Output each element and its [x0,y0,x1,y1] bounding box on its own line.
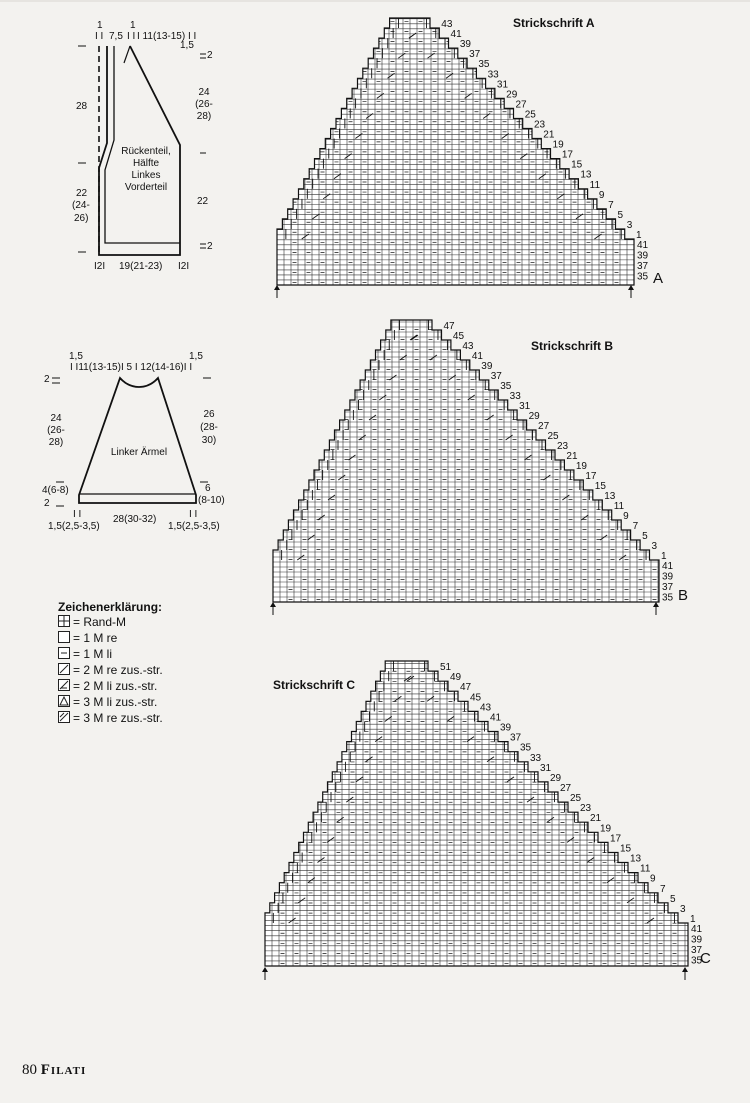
sleeve-left-2: 2 [44,374,50,385]
row-label-5: 5 [617,209,624,221]
row-label-9: 9 [623,511,629,522]
row-label-17: 17 [585,471,597,482]
body-right-22: 22 [197,196,209,207]
page-footer [22,1062,86,1079]
row-label-25: 25 [570,793,582,805]
row-label-29: 29 [528,411,540,422]
chart-a-grid [274,18,663,298]
body-top-num-2: 1 [130,20,136,31]
row-label-43: 43 [441,19,453,31]
row-label-1: 1 [690,914,696,925]
body-bottom-left: I2I [94,261,106,272]
chart-fill [265,661,688,966]
sleeve-left-28: 28) [48,437,64,448]
row-label-23: 23 [556,441,569,452]
base-label-41: 41 [637,240,649,251]
legend-text-rand-m: = Rand-M [73,615,127,629]
sleeve-right-6: 6 [205,483,211,494]
sleeve-top-right: 1,5 [189,351,203,362]
base-label-37: 37 [662,582,674,593]
chart-letter-c: C [700,950,711,967]
row-label-21: 21 [543,129,555,141]
sleeve-right-8: (8-10) [198,495,225,506]
row-label-31: 31 [519,401,531,412]
body-left-26: 26) [74,213,89,224]
body-label-1: Rückenteil, [121,146,171,157]
row-label-19: 19 [575,461,587,472]
page-number: 80 [22,1062,37,1078]
row-label-43: 43 [462,341,474,352]
row-label-51: 51 [440,662,452,674]
base-label-41: 41 [662,561,674,572]
chart-letter-a: A [653,270,664,287]
row-label-41: 41 [490,712,502,724]
sleeve-bottom-left: I I [73,509,82,520]
row-label-1: 1 [636,230,642,241]
row-label-15: 15 [620,843,632,855]
body-top-mark-4: I 11(13-15) I I [137,31,197,42]
row-label-21: 21 [590,813,602,825]
row-label-9: 9 [598,189,605,201]
body-right-28: 28) [196,111,212,122]
row-label-17: 17 [610,833,622,845]
row-label-37: 37 [490,371,502,382]
sleeve-bottom-side-right: 1,5(2,5-3,5) [168,521,220,532]
row-label-5: 5 [670,893,676,905]
row-label-13: 13 [604,491,616,502]
body-top-mark-1: I I [95,31,104,42]
row-label-39: 39 [481,361,493,372]
row-label-29: 29 [506,89,518,101]
base-label-37: 37 [691,945,703,956]
sleeve-left-4: 4(6-8) [42,485,69,496]
base-label-35: 35 [691,955,703,967]
row-label-37: 37 [510,732,522,744]
body-top-mark-3: I I [127,31,136,42]
body-bottom-right: I2I [178,261,190,272]
row-label-7: 7 [660,883,666,895]
row-label-27: 27 [538,421,550,432]
body-top-num-1: 1 [97,20,103,31]
row-label-39: 39 [459,39,471,51]
body-left-28: 28 [76,101,88,112]
body-left-22: 22 [76,188,88,199]
legend-text-purl: = 1 M li [73,647,113,661]
row-label-25: 25 [524,109,536,121]
legend-title: Zeichenerklärung: [58,600,163,614]
legend-text-k2tog: = 2 M re zus.-str. [73,663,163,677]
legend-text-p2tog: = 2 M li zus.-str. [73,679,158,693]
chart-b-grid [270,320,688,615]
row-label-33: 33 [487,69,499,81]
row-label-11: 11 [589,179,601,191]
row-label-13: 13 [630,853,642,865]
sleeve-left-2b: 2 [44,498,50,509]
base-label-39: 39 [662,571,674,583]
row-label-29: 29 [550,772,562,784]
base-label-37: 37 [637,261,649,272]
sleeve-top-marks: I I11(13-15)I 5 I 12(14-16)I I [70,362,193,373]
body-right-26: (26- [195,99,213,110]
sleeve-top-left: 1,5 [69,351,83,362]
row-label-43: 43 [480,702,492,714]
base-label-39: 39 [637,250,649,262]
chart-c-title: Strickschrift C [273,678,356,692]
row-label-25: 25 [547,431,559,442]
arrow-head-icon [628,285,634,290]
row-label-49: 49 [450,672,462,684]
row-label-23: 23 [534,119,546,131]
base-label-35: 35 [637,271,649,283]
base-label-35: 35 [662,592,674,604]
chart-b-title: Strickschrift B [531,339,614,353]
row-label-13: 13 [580,169,592,181]
row-label-23: 23 [580,803,592,815]
sleeve-left-24: 24 [50,413,62,424]
body-label-4: Vorderteil [124,182,168,193]
sleeve-label: Linker Ärmel [110,447,168,458]
chart-a-title: Strickschrift A [513,16,595,30]
sleeve-left-26: (26- [47,425,65,436]
row-label-47: 47 [460,682,472,694]
row-label-33: 33 [509,391,521,402]
row-label-31: 31 [496,79,509,91]
body-left-24: (24- [72,200,90,211]
body-right-2a: 2 [207,50,213,61]
row-label-33: 33 [530,752,542,764]
legend-text-k3tog: = 3 M re zus.-str. [73,711,163,725]
row-label-3: 3 [680,903,686,915]
row-label-15: 15 [571,159,583,171]
row-label-45: 45 [470,692,482,704]
arrow-head-icon [274,285,280,290]
body-top-mark-2: 7,5 [109,31,123,42]
sleeve-right-26: 26 [203,409,215,420]
row-label-15: 15 [594,481,606,492]
row-label-37: 37 [469,49,481,61]
arrow-head-icon [682,967,688,972]
row-label-1: 1 [661,551,667,562]
sleeve-right-28: (28- [200,422,218,433]
base-label-41: 41 [691,924,703,935]
chart-letter-b: B [678,587,689,604]
body-right-2b: 2 [207,241,213,252]
row-label-31: 31 [540,762,552,774]
row-label-45: 45 [452,331,465,342]
sleeve-bottom-right: I I [189,509,198,520]
row-label-9: 9 [650,873,656,885]
body-right-top: 1,5 [180,40,194,51]
row-label-27: 27 [560,783,572,794]
row-label-3: 3 [626,219,633,231]
row-label-17: 17 [561,149,573,161]
arrow-head-icon [270,602,276,607]
base-label-39: 39 [691,934,703,946]
sleeve-bottom-mid: 28(30-32) [113,514,157,525]
row-label-27: 27 [515,99,527,111]
row-label-7: 7 [608,199,614,211]
sleeve-bottom-side-left: 1,5(2,5-3,5) [48,521,100,532]
body-label-3: Linkes [131,170,161,181]
chart-c-grid [262,661,711,980]
body-right-24: 24 [198,87,210,98]
row-label-7: 7 [632,521,639,532]
legend-text-knit: = 1 M re [73,631,118,645]
row-label-3: 3 [651,541,658,552]
row-label-41: 41 [471,351,483,362]
row-label-11: 11 [640,863,651,875]
arrow-head-icon [262,967,268,972]
arrow-head-icon [653,602,659,607]
brand-logo: Filati [40,1062,87,1078]
row-label-21: 21 [566,451,578,462]
legend-text-p3tog: = 3 M li zus.-str. [73,695,158,709]
row-label-5: 5 [642,531,648,542]
body-label-2: Hälfte [132,158,160,169]
row-label-19: 19 [552,139,564,151]
body-bottom-mid: 19(21-23) [119,261,163,272]
row-label-39: 39 [500,722,512,734]
row-label-35: 35 [500,381,512,392]
row-label-47: 47 [443,321,455,332]
row-label-11: 11 [613,501,625,512]
row-label-41: 41 [450,29,462,41]
row-label-35: 35 [520,742,532,754]
row-label-19: 19 [600,823,612,835]
sleeve-right-30: 30) [201,435,217,446]
row-label-35: 35 [478,59,490,71]
